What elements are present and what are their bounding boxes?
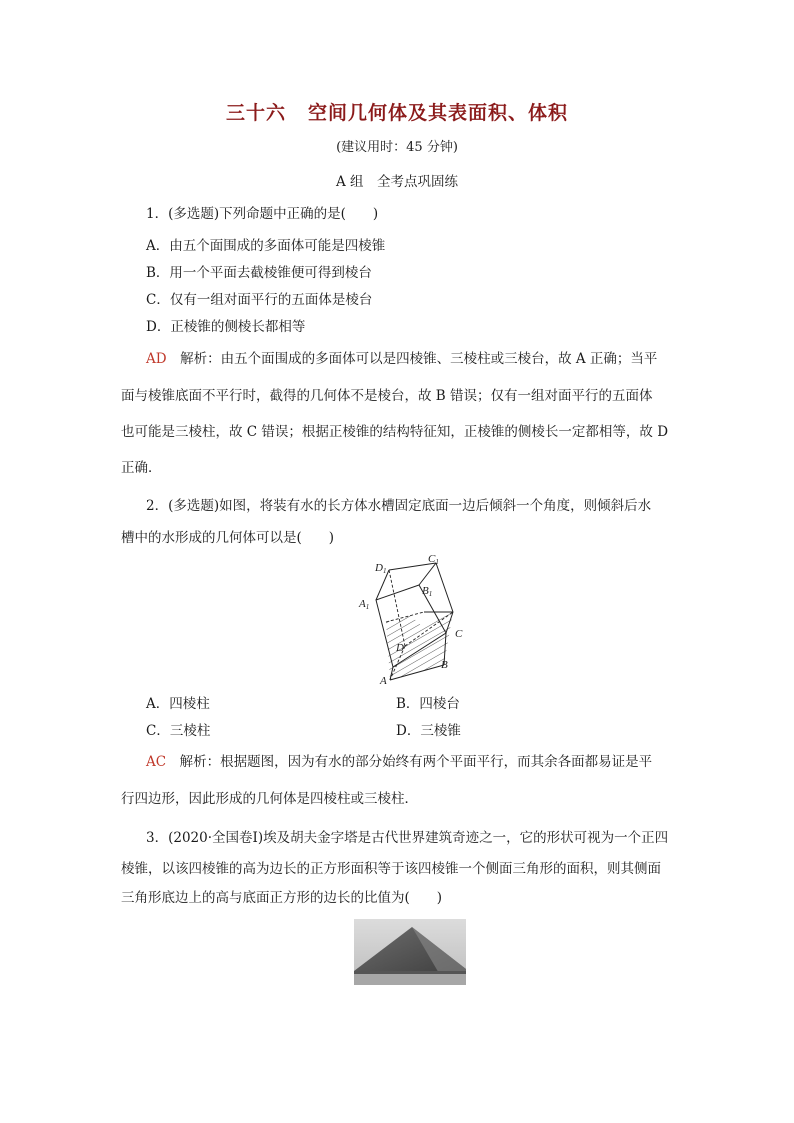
q1-option-c: C．仅有一组对面平行的五面体是棱台 <box>146 292 373 308</box>
q2-stem-line-1: 2．(多选题)如图，将装有水的长方体水槽固定底面一边后倾斜一个角度，则倾斜后水 <box>146 498 652 514</box>
q1-analysis-line-4: 正确． <box>121 460 162 476</box>
q1-analysis-line-2: 面与棱锥底面不平行时，截得的几何体不是棱台，故 B 错误；仅有一组对面平行的五面体 <box>121 388 653 404</box>
q2-option-c: C．三棱柱 <box>146 723 211 739</box>
q2-option-d: D．三棱锥 <box>396 723 461 739</box>
q2-analysis-line-1: AC 解析：根据题图，因为有水的部分始终有两个平面平行，而其余各面都易证是平 <box>146 754 653 770</box>
group-heading: A 组 全考点巩固练 <box>335 174 459 190</box>
q3-stem-line-3: 三角形底边上的高与底面正方形的边长的比值为( ) <box>121 890 443 906</box>
q2-option-b: B．四棱台 <box>396 696 460 712</box>
label-d1: D1 <box>375 562 387 575</box>
q1-analysis-line-3: 也可能是三棱柱，故 C 错误；根据正棱锥的结构特征知，正棱锥的侧棱长一定都相等，故 D <box>121 424 669 440</box>
label-c: C <box>455 628 463 640</box>
suggested-time: (建议用时：45 分钟) <box>336 140 458 155</box>
q2-analysis-line-2: 行四边形，因此形成的几何体是四棱柱或三棱柱． <box>121 791 418 807</box>
page-title: 三十六 空间几何体及其表面积、体积 <box>225 102 569 124</box>
q1-option-a: A．由五个面围成的多面体可能是四棱锥 <box>146 238 386 254</box>
pyramid-photo <box>354 919 466 985</box>
q1-option-b: B．用一个平面去截棱锥便可得到棱台 <box>146 265 372 281</box>
label-a: A <box>380 675 387 685</box>
q1-stem: 1．(多选题)下列命题中正确的是( ) <box>146 206 379 222</box>
desert-ground <box>354 973 466 985</box>
q2-option-a: A．四棱柱 <box>146 696 210 712</box>
label-b1: B1 <box>422 585 433 598</box>
edge-c1-c <box>436 563 453 612</box>
label-a1: A1 <box>359 598 370 611</box>
q2-answer: AC <box>146 754 167 770</box>
label-b: B <box>441 659 448 671</box>
q1-answer: AD <box>146 351 167 367</box>
q2-stem-line-2: 槽中的水形成的几何体可以是( ) <box>121 530 335 546</box>
label-d: D <box>396 642 404 654</box>
q3-stem-line-1: 3．(2020·全国卷Ⅰ)埃及胡夫金字塔是古代世界建筑奇迹之一，它的形状可视为一个正四 <box>146 830 669 846</box>
edge-c1-b1 <box>419 563 436 585</box>
q1-option-d: D．正棱锥的侧棱长都相等 <box>146 319 306 335</box>
q3-stem-line-2: 棱锥，以该四棱锥的高为边长的正方形面积等于该四棱锥一个侧面三角形的面积，则其侧面 <box>121 861 661 877</box>
label-c1: C1 <box>428 553 439 566</box>
tilted-water-tank-figure <box>356 550 466 685</box>
q1-analysis-line-1: AD 解析：由五个面围成的多面体可以是四棱锥、三棱柱或三棱台，故 A 正确；当平 <box>146 351 658 367</box>
